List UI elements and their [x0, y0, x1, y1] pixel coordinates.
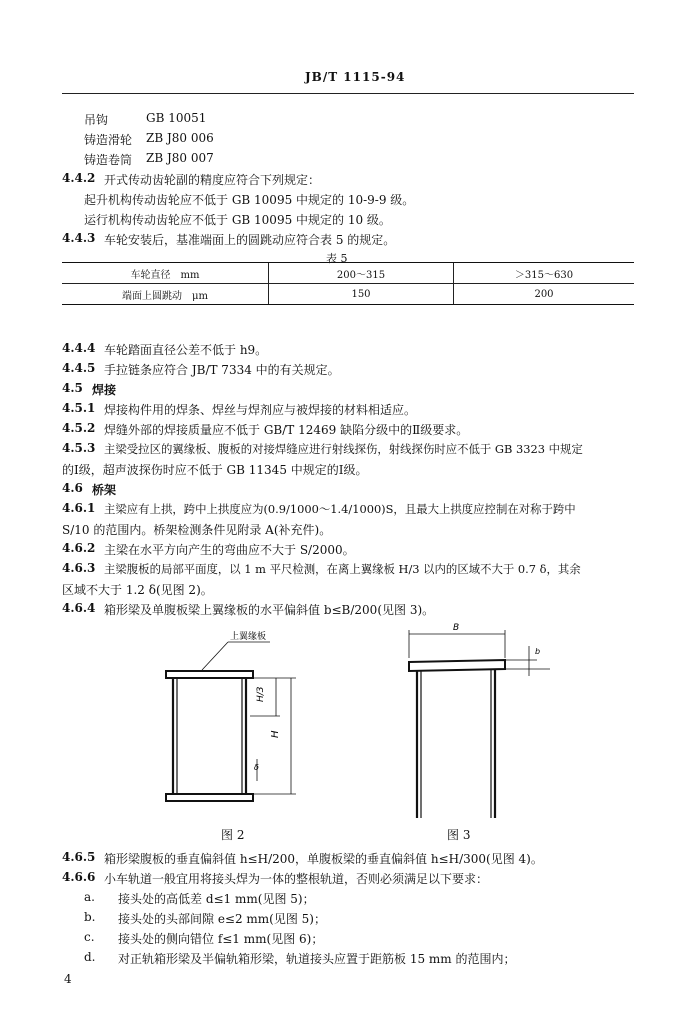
section-number: 4.5.2: [62, 421, 96, 435]
ref-code-3: ZB J80 007: [146, 151, 214, 165]
page-number: 4: [64, 972, 72, 986]
section-number: 4.6.3: [62, 561, 96, 575]
section-text: 主梁受拉区的翼缘板、腹板的对接焊缝应进行射线探伤，射线探伤时应不低于 GB 3323 中规定: [104, 442, 583, 456]
section-number: 4.5.3: [62, 441, 96, 455]
table-cell: 150: [269, 284, 454, 305]
list-item: 接头处的高低差 d≤1 mm(见图 5)；: [118, 892, 315, 906]
section-text: 的Ⅰ级，超声波探伤时应不低于 GB 11345 中规定的Ⅰ级。: [62, 463, 368, 477]
list-item: 接头处的头部间隙 e≤2 mm(见图 5)；: [118, 912, 326, 926]
section-text: 主梁腹板的局部平面度，以 1 m 平尺检测，在离上翼缘板 H/3 以内的区域不大于 0.7 δ，其余: [104, 562, 581, 576]
list-item: 接头处的侧向错位 f≤1 mm(见图 6)；: [118, 932, 324, 946]
section-number: 4.6.2: [62, 541, 96, 555]
list-marker: c.: [84, 930, 95, 944]
section-text: 开式传动齿轮副的精度应符合下列规定：: [104, 173, 321, 187]
ref-code-2: ZB J80 006: [146, 131, 214, 145]
list-item: 对正轨箱形梁及半偏轨箱形梁，轨道接头应置于距筋板 15 mm 的范围内；: [118, 952, 516, 966]
ref-code-1: GB 10051: [146, 111, 207, 125]
section-number: 4.5: [62, 381, 83, 395]
section-text: 起升机构传动齿轮应不低于 GB 10095 中规定的 10-9-9 级。: [84, 193, 415, 207]
header-rule: [62, 93, 634, 94]
figure-2-caption: 图 2: [221, 828, 245, 842]
table-cell: 端面上圆跳动 μm: [62, 284, 269, 305]
section-title: 焊接: [92, 383, 117, 397]
section-text: S/10 的范围内。桥架检测条件见附录 A(补充件)。: [62, 523, 332, 537]
page-header: JB/T 1115-94: [305, 70, 406, 84]
table-cell: 200～315: [269, 263, 454, 284]
section-number: 4.4.2: [62, 171, 96, 185]
section-text: 箱形梁腹板的垂直偏斜值 h≤H/200，单腹板梁的垂直偏斜值 h≤H/300(见图 4)。: [104, 852, 543, 866]
table-cell: ＞315～630: [454, 263, 635, 284]
table-cell: 车轮直径 mm: [62, 263, 269, 284]
figure-2: [150, 626, 320, 836]
list-marker: d.: [84, 950, 96, 964]
table-row: [62, 263, 634, 284]
label-b-top: B: [453, 623, 460, 633]
ref-name-1: 吊钩: [84, 113, 109, 127]
list-marker: b.: [84, 910, 96, 924]
section-text: 焊接构件用的焊条、焊丝与焊剂应与被焊接的材料相适应。: [104, 403, 417, 417]
table-cell: 200: [454, 284, 635, 305]
section-text: 箱形梁及单腹板梁上翼缘板的水平偏斜值 b≤B/200(见图 3)。: [104, 603, 435, 617]
section-text: 运行机构传动齿轮应不低于 GB 10095 中规定的 10 级。: [84, 213, 391, 227]
section-text: 车轮安装后，基准端面上的圆跳动应符合表 5 的规定。: [104, 233, 396, 247]
section-number: 4.4.4: [62, 341, 96, 355]
section-text: 焊缝外部的焊接质量应不低于 GB/T 12469 缺陷分级中的Ⅱ级要求。: [104, 423, 469, 437]
label-delta: δ: [254, 763, 259, 772]
ref-name-3: 铸造卷筒: [84, 153, 133, 167]
label-h: H: [270, 730, 281, 738]
section-number: 4.6.6: [62, 870, 96, 884]
table-caption: 表 5: [326, 252, 348, 265]
ref-name-2: 铸造滑轮: [84, 133, 133, 147]
section-number: 4.6: [62, 481, 83, 495]
figure-3: [395, 618, 555, 838]
section-text: 小车轨道一般宜用将接头焊为一体的整根轨道，否则必须满足以下要求：: [104, 872, 489, 886]
label-b: b: [535, 647, 541, 656]
section-title: 桥架: [92, 483, 117, 497]
section-number: 4.6.5: [62, 850, 96, 864]
section-text: 主梁在水平方向产生的弯曲应不大于 S/2000。: [104, 543, 355, 557]
section-text: 主梁应有上拱，跨中上拱度应为(0.9/1000～1.4/1000)S，且最大上拱度应控制在对称于跨中: [104, 502, 576, 516]
label-top-flange: 上翼缘板: [230, 632, 267, 642]
table-5: [62, 262, 634, 305]
section-text: 区域不大于 1.2 δ(见图 2)。: [62, 583, 213, 597]
label-h3: H/3: [256, 686, 266, 702]
section-text: 手拉链条应符合 JB/T 7334 中的有关规定。: [104, 363, 340, 377]
table-row: [62, 284, 634, 305]
section-text: 车轮踏面直径公差不低于 h9。: [104, 343, 268, 357]
section-number: 4.6.1: [62, 501, 96, 515]
section-number: 4.6.4: [62, 601, 96, 615]
section-number: 4.4.5: [62, 361, 96, 375]
section-number: 4.4.3: [62, 231, 96, 245]
figure-3-caption: 图 3: [447, 828, 471, 842]
section-number: 4.5.1: [62, 401, 96, 415]
list-marker: a.: [84, 890, 95, 904]
